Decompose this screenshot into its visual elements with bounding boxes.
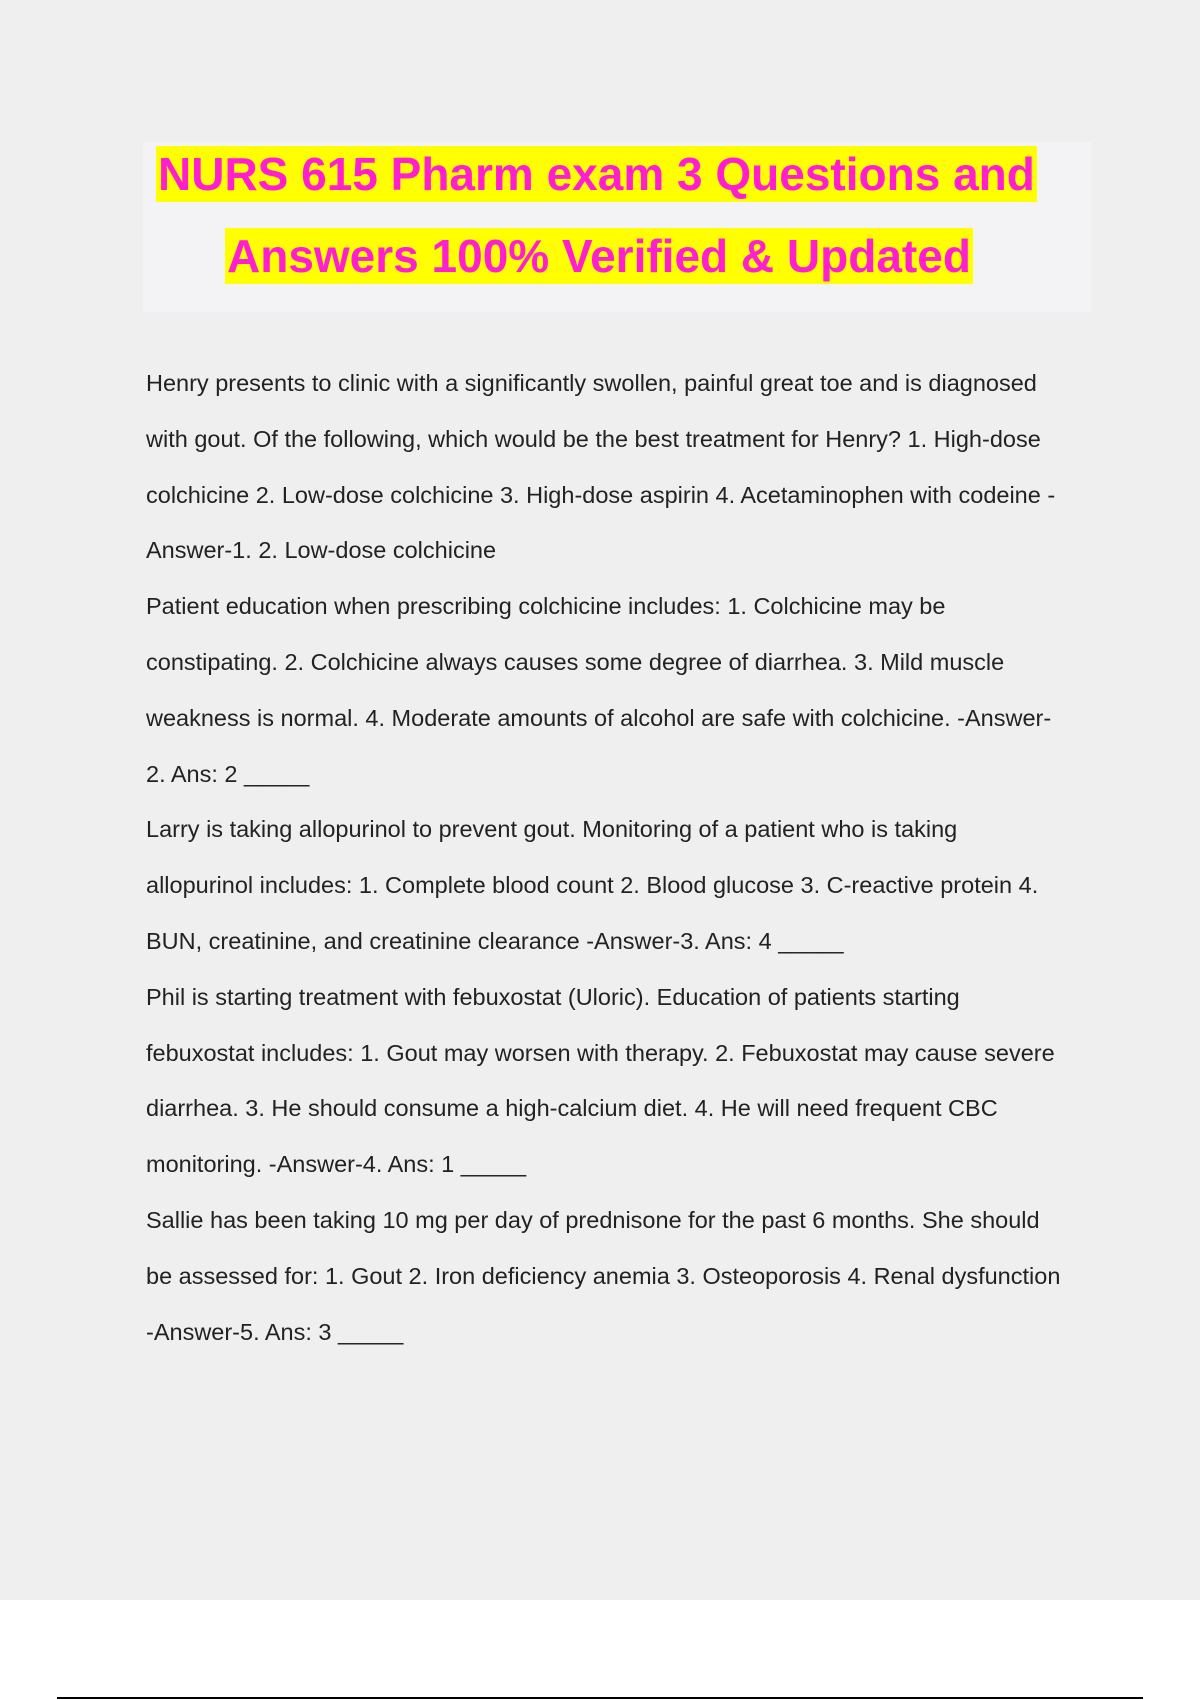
body-line: weakness is normal. 4. Moderate amounts of alcohol are safe with colchicine. -Answer- — [146, 704, 1052, 731]
body-line: Henry presents to clinic with a significantly swollen, painful great toe and is diagnosed — [146, 370, 1037, 396]
page-title-line-2: Answers 100% Verified & Updated — [227, 230, 971, 282]
body-line: 2. Ans: 2 _____ — [146, 760, 310, 787]
title-block — [143, 142, 1091, 312]
body-line: diarrhea. 3. He should consume a high-calcium diet. 4. He will need frequent CBC — [146, 1095, 998, 1122]
body-line: be assessed for: 1. Gout 2. Iron deficiency anemia 3. Osteoporosis 4. Renal dysfunction — [146, 1262, 1061, 1289]
body-line: colchicine 2. Low-dose colchicine 3. High-dose aspirin 4. Acetaminophen with codeine - — [146, 481, 1056, 508]
body-line: febuxostat includes: 1. Gout may worsen with therapy. 2. Febuxostat may cause severe — [146, 1039, 1055, 1066]
body-line: monitoring. -Answer-4. Ans: 1 _____ — [146, 1151, 527, 1178]
body-line: constipating. 2. Colchicine always causes some degree of diarrhea. 3. Mild muscle — [146, 648, 1005, 675]
body-line: Phil is starting treatment with febuxostat (Uloric). Education of patients starting — [146, 983, 960, 1010]
page-title-line-1: NURS 615 Pharm exam 3 Questions and — [158, 148, 1035, 200]
body-line: -Answer-5. Ans: 3 _____ — [146, 1318, 404, 1345]
body-line: Sallie has been taking 10 mg per day of prednisone for the past 6 months. She should — [146, 1206, 1040, 1233]
body-line: Larry is taking allopurinol to prevent gout. Monitoring of a patient who is taking — [146, 816, 958, 843]
body-line: allopurinol includes: 1. Complete blood count 2. Blood glucose 3. C-reactive protein 4. — [146, 872, 1039, 899]
body-line: BUN, creatinine, and creatinine clearance -Answer-3. Ans: 4 _____ — [146, 927, 844, 954]
body-line: Patient education when prescribing colchicine includes: 1. Colchicine may be — [146, 593, 946, 620]
document-body — [146, 362, 1096, 1366]
footer-divider — [57, 1697, 1143, 1699]
body-line: with gout. Of the following, which would be the best treatment for Henry? 1. High-dose — [146, 425, 1041, 452]
body-line: Answer-1. 2. Low-dose colchicine — [146, 537, 497, 564]
